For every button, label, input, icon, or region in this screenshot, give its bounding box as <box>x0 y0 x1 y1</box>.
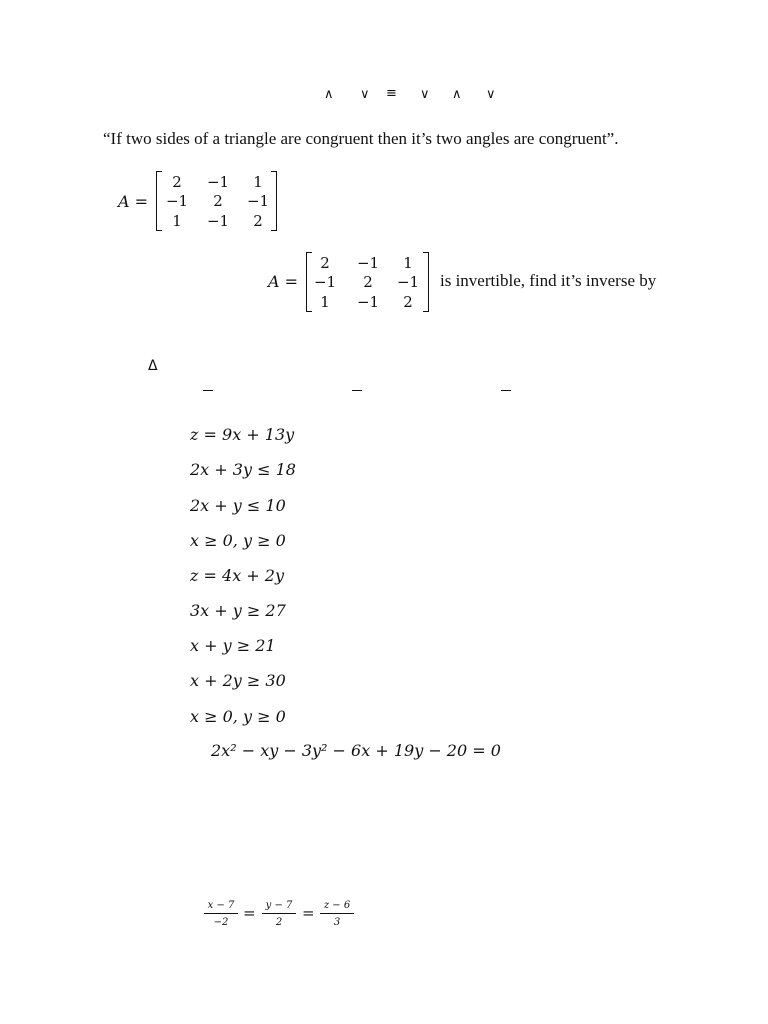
matrix-2-right-bracket <box>423 252 429 312</box>
matrix-1-cell: 2 <box>253 212 263 230</box>
delta-symbol: Δ <box>148 358 158 374</box>
equation-line: 2x + 3y ≤ 18 <box>190 460 296 479</box>
logic-symbol-and-1: ∧ <box>324 87 334 102</box>
fraction-y-bar <box>262 913 296 914</box>
matrix-1 <box>156 171 278 233</box>
fraction-x-denominator: −2 <box>213 917 229 928</box>
fraction-equals-2: = <box>302 904 315 922</box>
fraction-y <box>262 900 296 928</box>
matrix-1-cell: 2 <box>172 173 182 191</box>
equation-line: z = 4x + 2y <box>190 566 285 585</box>
fraction-equals-1: = <box>243 904 256 922</box>
logic-symbol-or-2: ∨ <box>420 87 430 102</box>
matrix-2-suffix-text: is invertible, find it’s inverse by <box>440 271 657 290</box>
matrix-2-label: A = <box>268 272 299 291</box>
dash-mark <box>203 390 213 391</box>
fraction-x <box>204 900 238 928</box>
matrix-1-cell: 1 <box>253 173 263 191</box>
matrix-2-cell: −1 <box>356 254 380 272</box>
equation-line: 3x + y ≥ 27 <box>190 601 286 620</box>
fraction-y-denominator: 2 <box>275 917 283 928</box>
equation-line: x ≥ 0, y ≥ 0 <box>190 707 286 726</box>
matrix-2 <box>306 252 430 314</box>
dash-mark <box>501 390 511 391</box>
matrix-2-cell: 1 <box>320 293 330 311</box>
matrix-2-cell: 1 <box>403 254 413 272</box>
fraction-z-numerator: z − 6 <box>323 900 351 911</box>
fraction-x-bar <box>204 913 238 914</box>
equation-line: x ≥ 0, y ≥ 0 <box>190 531 286 550</box>
fraction-z <box>320 900 354 928</box>
fraction-z-denominator: 3 <box>333 917 341 928</box>
matrix-2-cell: −1 <box>313 273 337 291</box>
equation-line: z = 9x + 13y <box>190 425 295 444</box>
equation-line: 2x + y ≤ 10 <box>190 496 286 515</box>
logic-symbol-and-2: ∧ <box>452 87 462 102</box>
matrix-1-cell: −1 <box>165 192 189 210</box>
matrix-1-right-bracket <box>271 171 277 231</box>
fraction-x-numerator: x − 7 <box>207 900 235 911</box>
conic-equation: 2x² − xy − 3y² − 6x + 19y − 20 = 0 <box>211 741 501 760</box>
quote-text: “If two sides of a triangle are congruent then it’s two angles are congruent”. <box>103 129 619 148</box>
fraction-z-bar <box>320 913 354 914</box>
dash-mark <box>352 390 362 391</box>
matrix-2-cell: −1 <box>396 273 420 291</box>
matrix-1-cell: 1 <box>172 212 182 230</box>
equation-line: x + 2y ≥ 30 <box>190 671 286 690</box>
matrix-2-cell: 2 <box>403 293 413 311</box>
matrix-1-cell: −1 <box>206 212 230 230</box>
logic-symbol-or-3: ∨ <box>486 87 496 102</box>
equation-line: x + y ≥ 21 <box>190 636 276 655</box>
matrix-2-cell: −1 <box>356 293 380 311</box>
fraction-y-numerator: y − 7 <box>265 900 293 911</box>
matrix-1-cell: 2 <box>213 192 223 210</box>
matrix-1-label: A = <box>118 192 149 211</box>
logic-symbol-or-1: ∨ <box>360 87 370 102</box>
matrix-2-cell: 2 <box>320 254 330 272</box>
matrix-1-cell: −1 <box>246 192 270 210</box>
matrix-2-cell: 2 <box>363 273 373 291</box>
logic-symbol-equiv: ≡ <box>386 86 397 101</box>
matrix-1-cell: −1 <box>206 173 230 191</box>
